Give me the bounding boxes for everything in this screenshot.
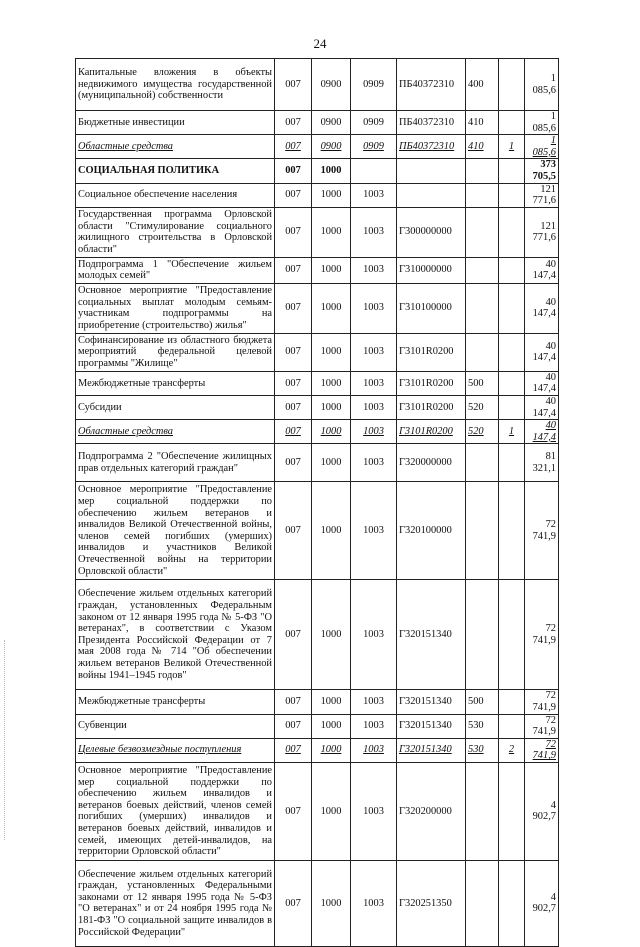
- row-subsection-code: [351, 159, 397, 183]
- row-source-code: [499, 183, 525, 207]
- row-name: Обеспечение жильем отдельных категорий граждан, установленных Федеральными законами от 12 января 1995 года № 5-ФЗ "О ветеранах" и от 24 ноября 1995 года № 181-ФЗ "О социальной защите инвалидов в Российской Федерации": [76, 860, 275, 946]
- row-source-code: [499, 111, 525, 135]
- row-grbs-code: 007: [275, 283, 312, 333]
- table-row: [76, 690, 559, 714]
- row-target-article: Г320000000: [397, 444, 466, 482]
- row-amount: 81 321,1: [525, 444, 559, 482]
- row-name: Основное мероприятие "Предоставление мер социальной поддержки по обеспечению жильем ветеранов и инвалидов Великой Отечественной войны, членов семей погибших (умерших) инвалидов и участников Великой Отечественной войны на территории Орловской области": [76, 482, 275, 580]
- row-target-article: Г320251350: [397, 860, 466, 946]
- row-grbs-code: 007: [275, 257, 312, 283]
- table-row: [76, 482, 559, 580]
- row-name: Государственная программа Орловской области "Стимулирование социального жилищного строительства в Орловской области": [76, 207, 275, 257]
- budget-table: [75, 58, 559, 947]
- row-section-code: 1000: [312, 738, 351, 762]
- row-grbs-code: 007: [275, 444, 312, 482]
- row-subsection-code: 1003: [351, 738, 397, 762]
- row-target-article: ПБ40372310: [397, 59, 466, 111]
- row-name: Субвенции: [76, 714, 275, 738]
- row-target-article: Г320151340: [397, 690, 466, 714]
- row-source-code: [499, 444, 525, 482]
- table-row: [76, 257, 559, 283]
- row-subsection-code: 1003: [351, 690, 397, 714]
- row-subsection-code: 0909: [351, 59, 397, 111]
- row-expense-type: 530: [466, 714, 499, 738]
- row-amount: 1 085,6: [525, 135, 559, 159]
- row-expense-type: 410: [466, 135, 499, 159]
- margin-marks: [4, 640, 7, 840]
- row-target-article: ПБ40372310: [397, 111, 466, 135]
- row-subsection-code: 1003: [351, 333, 397, 371]
- row-expense-type: [466, 860, 499, 946]
- row-amount: 72 741,9: [525, 738, 559, 762]
- row-amount: 121 771,6: [525, 183, 559, 207]
- table-row: [76, 860, 559, 946]
- row-expense-type: [466, 159, 499, 183]
- row-amount: 72 741,9: [525, 482, 559, 580]
- row-subsection-code: 1003: [351, 257, 397, 283]
- row-section-code: 1000: [312, 395, 351, 419]
- row-expense-type: [466, 444, 499, 482]
- row-amount: 72 741,9: [525, 690, 559, 714]
- row-grbs-code: 007: [275, 420, 312, 444]
- row-section-code: 0900: [312, 111, 351, 135]
- row-expense-type: [466, 183, 499, 207]
- row-amount: 4 902,7: [525, 762, 559, 860]
- row-expense-type: [466, 580, 499, 690]
- row-name: Межбюджетные трансферты: [76, 690, 275, 714]
- row-grbs-code: 007: [275, 580, 312, 690]
- row-source-code: 1: [499, 135, 525, 159]
- row-target-article: Г3101R0200: [397, 395, 466, 419]
- row-source-code: [499, 580, 525, 690]
- row-target-article: Г320100000: [397, 482, 466, 580]
- row-target-article: Г310100000: [397, 283, 466, 333]
- row-target-article: Г310000000: [397, 257, 466, 283]
- row-grbs-code: 007: [275, 690, 312, 714]
- row-subsection-code: 1003: [351, 283, 397, 333]
- row-source-code: [499, 482, 525, 580]
- row-section-code: 1000: [312, 482, 351, 580]
- row-grbs-code: 007: [275, 135, 312, 159]
- row-subsection-code: 1003: [351, 420, 397, 444]
- row-subsection-code: 1003: [351, 714, 397, 738]
- table-row: [76, 762, 559, 860]
- table-row: [76, 159, 559, 183]
- row-target-article: Г320151340: [397, 738, 466, 762]
- table-row: [76, 333, 559, 371]
- row-subsection-code: 1003: [351, 444, 397, 482]
- table-row: [76, 371, 559, 395]
- row-source-code: [499, 283, 525, 333]
- row-name: Капитальные вложения в объекты недвижимого имущества государственной (муниципальной) собственности: [76, 59, 275, 111]
- row-expense-type: [466, 207, 499, 257]
- row-subsection-code: 1003: [351, 395, 397, 419]
- table-row: [76, 714, 559, 738]
- row-expense-type: 500: [466, 690, 499, 714]
- row-source-code: [499, 159, 525, 183]
- table-body: [76, 59, 559, 947]
- row-source-code: 1: [499, 420, 525, 444]
- row-name: Социальное обеспечение населения: [76, 183, 275, 207]
- table-row: [76, 183, 559, 207]
- table-row: [76, 59, 559, 111]
- row-target-article: Г3101R0200: [397, 371, 466, 395]
- row-expense-type: 500: [466, 371, 499, 395]
- table-row: [76, 444, 559, 482]
- table-row: [76, 111, 559, 135]
- row-grbs-code: 007: [275, 183, 312, 207]
- row-expense-type: [466, 257, 499, 283]
- row-source-code: [499, 395, 525, 419]
- row-amount: 40 147,4: [525, 333, 559, 371]
- row-grbs-code: 007: [275, 333, 312, 371]
- row-grbs-code: 007: [275, 59, 312, 111]
- row-source-code: [499, 59, 525, 111]
- row-amount: 72 741,9: [525, 580, 559, 690]
- row-expense-type: 530: [466, 738, 499, 762]
- row-source-code: [499, 333, 525, 371]
- row-name: Областные средства: [76, 420, 275, 444]
- row-grbs-code: 007: [275, 714, 312, 738]
- row-expense-type: [466, 283, 499, 333]
- row-name: Субсидии: [76, 395, 275, 419]
- page-number: 24: [313, 36, 327, 51]
- row-grbs-code: 007: [275, 860, 312, 946]
- row-section-code: 1000: [312, 580, 351, 690]
- row-source-code: [499, 860, 525, 946]
- table-row: [76, 135, 559, 159]
- row-grbs-code: 007: [275, 738, 312, 762]
- row-section-code: 1000: [312, 257, 351, 283]
- row-name: Основное мероприятие "Предоставление социальных выплат молодым семьям-участникам подпрограммы на приобретение (строительство) жилья": [76, 283, 275, 333]
- row-target-article: Г320151340: [397, 714, 466, 738]
- row-section-code: 0900: [312, 59, 351, 111]
- table-row: [76, 738, 559, 762]
- row-subsection-code: 0909: [351, 135, 397, 159]
- row-name: СОЦИАЛЬНАЯ ПОЛИТИКА: [76, 159, 275, 183]
- row-source-code: [499, 371, 525, 395]
- row-grbs-code: 007: [275, 762, 312, 860]
- row-expense-type: 400: [466, 59, 499, 111]
- row-target-article: Г320151340: [397, 580, 466, 690]
- row-expense-type: [466, 482, 499, 580]
- row-expense-type: 520: [466, 420, 499, 444]
- row-source-code: [499, 762, 525, 860]
- row-subsection-code: 1003: [351, 860, 397, 946]
- row-section-code: 1000: [312, 183, 351, 207]
- row-section-code: 1000: [312, 283, 351, 333]
- row-section-code: 1000: [312, 159, 351, 183]
- row-name: Межбюджетные трансферты: [76, 371, 275, 395]
- row-target-article: Г3101R0200: [397, 420, 466, 444]
- row-source-code: [499, 207, 525, 257]
- row-grbs-code: 007: [275, 482, 312, 580]
- table-row: [76, 420, 559, 444]
- table-row: [76, 395, 559, 419]
- row-expense-type: 410: [466, 111, 499, 135]
- row-grbs-code: 007: [275, 159, 312, 183]
- row-subsection-code: 1003: [351, 762, 397, 860]
- row-section-code: 1000: [312, 371, 351, 395]
- row-target-article: ПБ40372310: [397, 135, 466, 159]
- row-amount: 373 705,5: [525, 159, 559, 183]
- row-grbs-code: 007: [275, 111, 312, 135]
- row-subsection-code: 1003: [351, 207, 397, 257]
- row-section-code: 1000: [312, 207, 351, 257]
- row-name: Бюджетные инвестиции: [76, 111, 275, 135]
- row-subsection-code: 0909: [351, 111, 397, 135]
- row-subsection-code: 1003: [351, 580, 397, 690]
- row-subsection-code: 1003: [351, 482, 397, 580]
- row-grbs-code: 007: [275, 371, 312, 395]
- row-target-article: [397, 183, 466, 207]
- row-section-code: 1000: [312, 690, 351, 714]
- row-name: Подпрограмма 2 "Обеспечение жилищных прав отдельных категорий граждан": [76, 444, 275, 482]
- row-target-article: Г320200000: [397, 762, 466, 860]
- table-row: [76, 207, 559, 257]
- row-amount: 121 771,6: [525, 207, 559, 257]
- row-name: Обеспечение жильем отдельных категорий граждан, установленных Федеральным законом от 12 января 1995 года № 5-ФЗ "О ветеранах", в соответствии с Указом Президента Российской Федерации от 7 мая 2008 года № 714 "Об обеспечении жильем ветеранов Великой Отечественной войны 1941–1945 годов": [76, 580, 275, 690]
- row-amount: 40 147,4: [525, 420, 559, 444]
- row-name: Подпрограмма 1 "Обеспечение жильем молодых семей": [76, 257, 275, 283]
- row-name: Основное мероприятие "Предоставление мер социальной поддержки по обеспечению жильем инвалидов и ветеранов боевых действий, членов семей погибших (умерших) инвалидов и ветеранов боевых действий, инвалидов и семей, имеющих детей-инвалидов, на территории Орловской области": [76, 762, 275, 860]
- row-amount: 40 147,4: [525, 371, 559, 395]
- table-row: [76, 580, 559, 690]
- table-row: [76, 283, 559, 333]
- row-expense-type: 520: [466, 395, 499, 419]
- row-name: Областные средства: [76, 135, 275, 159]
- row-amount: 4 902,7: [525, 860, 559, 946]
- row-amount: 72 741,9: [525, 714, 559, 738]
- row-target-article: Г300000000: [397, 207, 466, 257]
- row-amount: 1 085,6: [525, 111, 559, 135]
- row-section-code: 1000: [312, 860, 351, 946]
- row-subsection-code: 1003: [351, 183, 397, 207]
- row-section-code: 1000: [312, 444, 351, 482]
- row-expense-type: [466, 333, 499, 371]
- row-amount: 40 147,4: [525, 257, 559, 283]
- row-source-code: [499, 257, 525, 283]
- row-target-article: [397, 159, 466, 183]
- row-amount: 40 147,4: [525, 395, 559, 419]
- row-name: Целевые безвозмездные поступления: [76, 738, 275, 762]
- row-target-article: Г3101R0200: [397, 333, 466, 371]
- row-section-code: 1000: [312, 420, 351, 444]
- row-source-code: [499, 690, 525, 714]
- row-grbs-code: 007: [275, 395, 312, 419]
- row-section-code: 1000: [312, 333, 351, 371]
- row-name: Софинансирование из областного бюджета мероприятий федеральной целевой программы "Жилище": [76, 333, 275, 371]
- row-subsection-code: 1003: [351, 371, 397, 395]
- row-grbs-code: 007: [275, 207, 312, 257]
- row-section-code: 1000: [312, 714, 351, 738]
- row-section-code: 0900: [312, 135, 351, 159]
- row-source-code: [499, 714, 525, 738]
- row-section-code: 1000: [312, 762, 351, 860]
- row-expense-type: [466, 762, 499, 860]
- row-amount: 1 085,6: [525, 59, 559, 111]
- row-amount: 40 147,4: [525, 283, 559, 333]
- row-source-code: 2: [499, 738, 525, 762]
